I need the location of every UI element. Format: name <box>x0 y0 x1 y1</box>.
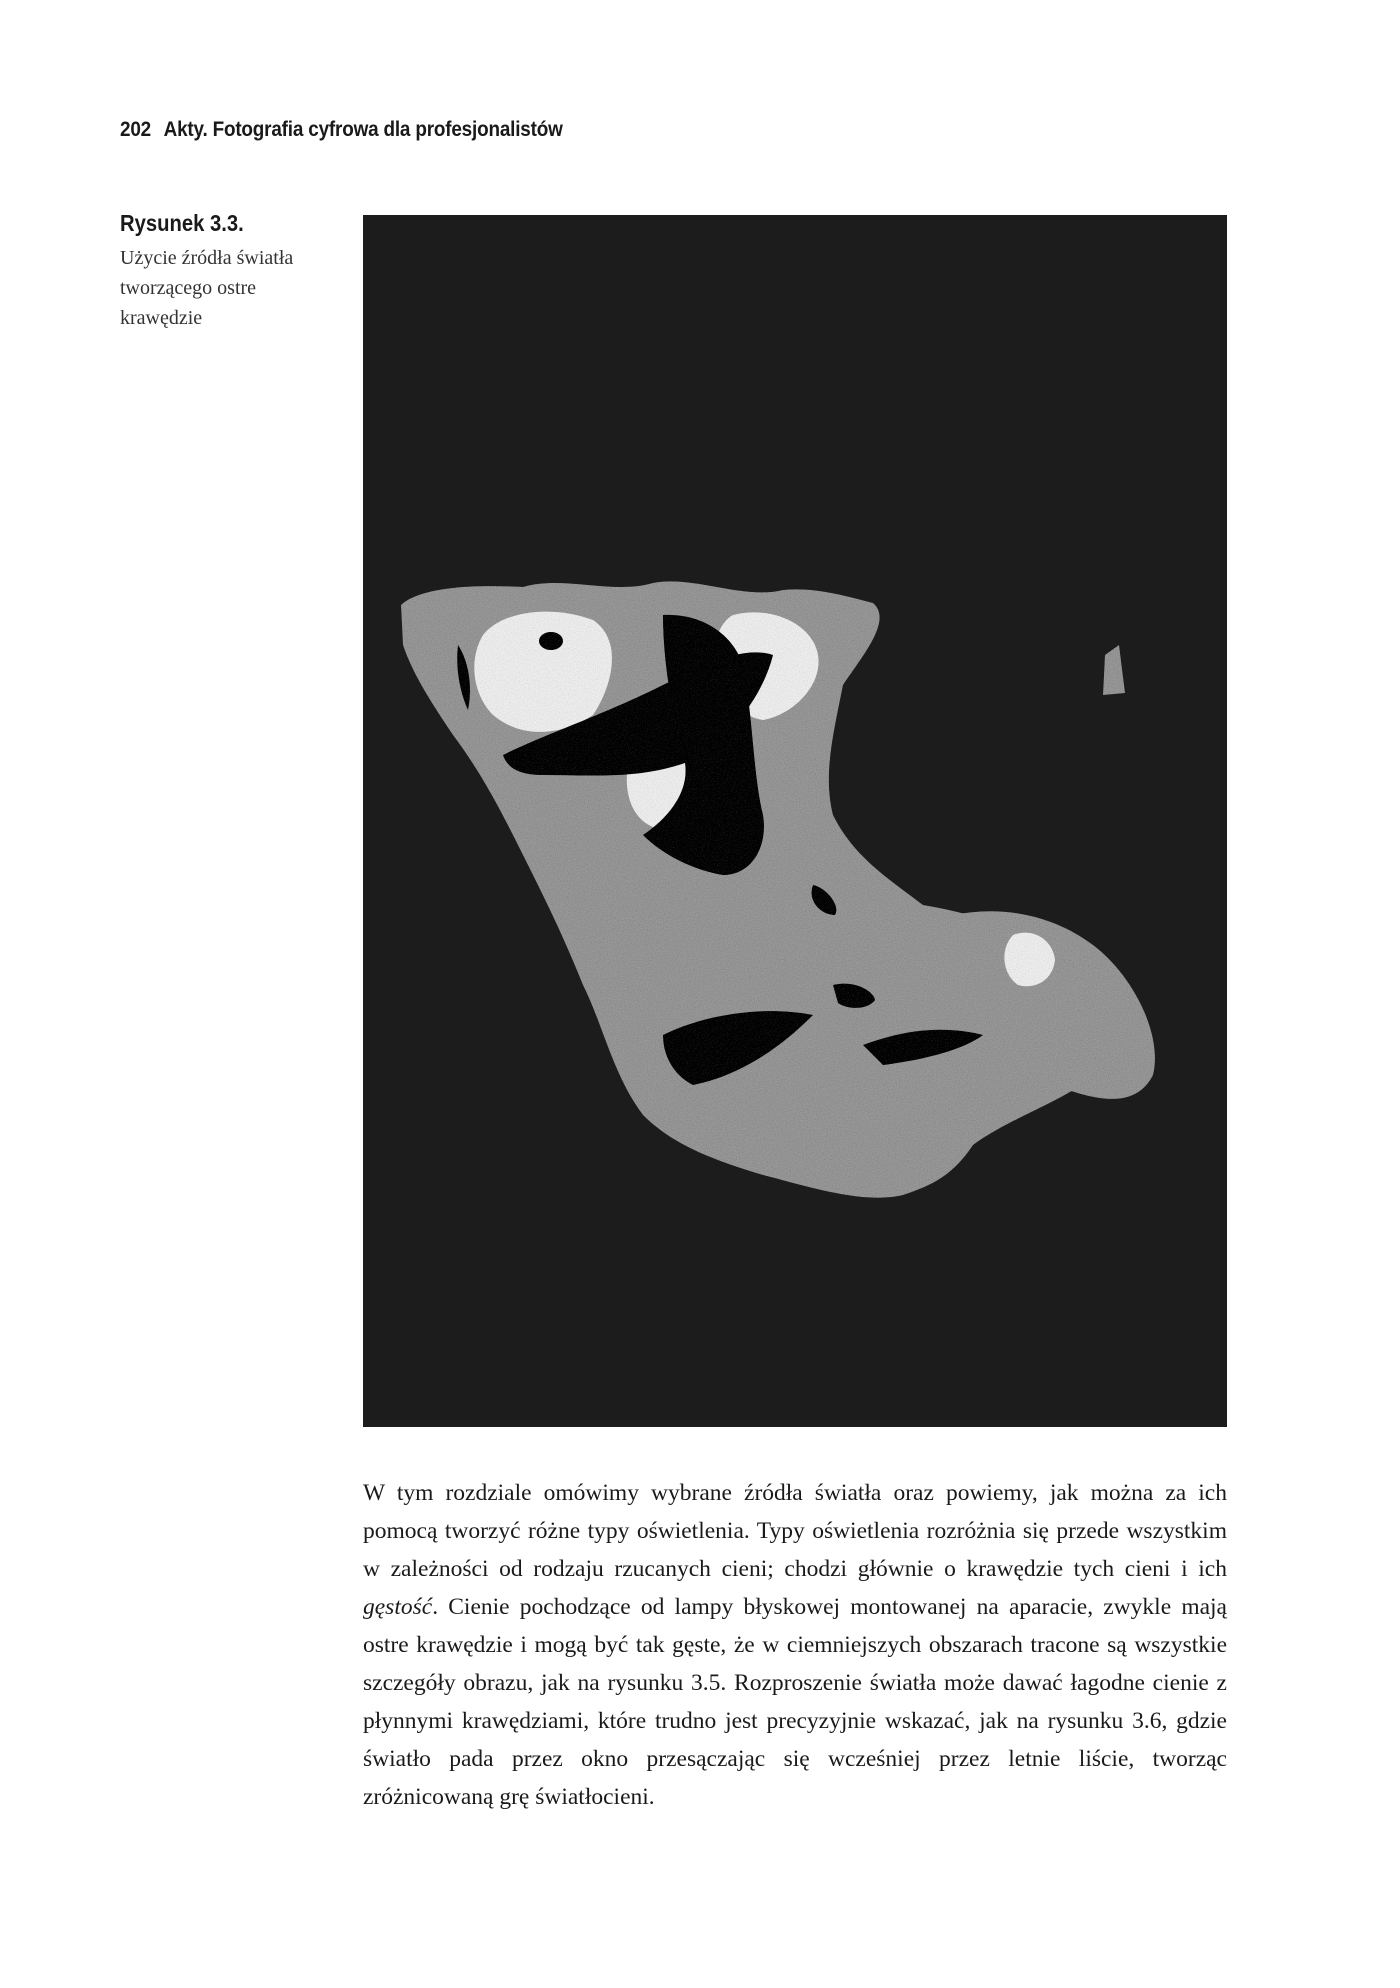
figure-caption <box>120 210 340 333</box>
book-title: Akty. Fotografia cyfrowa dla profesjonalistów <box>163 118 563 141</box>
body-part-2: . Cienie pochodzące od lampy błyskowej montowanej na aparacie, zwykle mają ostre krawędzie i mogą być tak gęste, że w ciemniejszych obszarach tracone są wszystkie szczegóły obrazu, jak na rysunku 3.5. Rozproszenie światła może dawać łagodne cienie z płynnymi krawędziami, które trudno jest precyzyjnie wskazać, jak na rysunku 3.6, gdzie światło pada przez okno przesączając się wcześniej przez letnie liście, tworząc zróżnicowaną grę światłocieni. <box>363 1594 1227 1810</box>
body-paragraph <box>363 1474 1227 1816</box>
posterized-nude-photo <box>363 215 1227 1427</box>
running-head <box>120 118 563 142</box>
page-number: 202 <box>120 118 152 141</box>
figure-caption-text: Użycie źródła światła tworzącego ostre krawędzie <box>120 247 294 329</box>
figure-label: Rysunek 3.3. <box>120 210 244 236</box>
body-part-1: W tym rozdziale omówimy wybrane źródła światła oraz powiemy, jak można za ich pomocą tworzyć różne typy oświetlenia. Typy oświetlenia rozróżnia się przede wszystkim w zależności od rodzaju rzucanych cieni; chodzi głównie o krawędzie tych cieni i ich <box>363 1480 1227 1582</box>
body-emphasis: gęstość <box>363 1594 433 1620</box>
figure-photo <box>363 215 1227 1427</box>
